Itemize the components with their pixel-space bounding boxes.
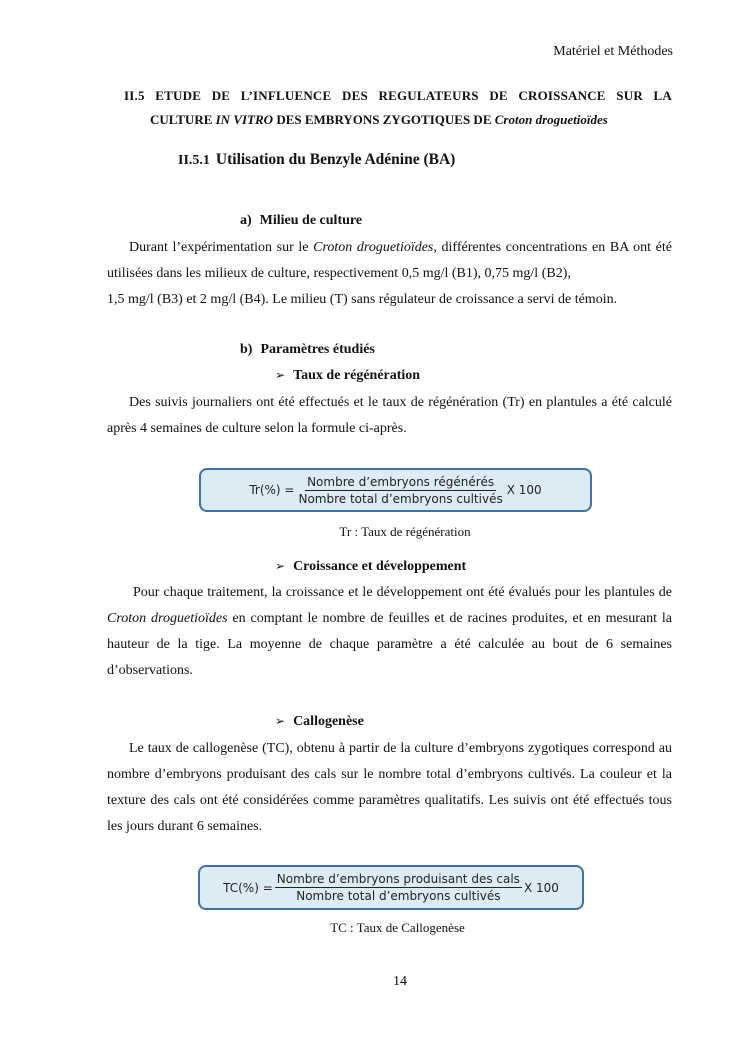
growth-text-2: en comptant le nombre de feuilles et de racines produites, et en mesurant la hauteur de la tige. La moyenne de chaque paramètre a été calculée au bout de 6 semaines d’observations. [107,611,672,678]
part-b-heading [240,342,375,358]
part-a-paragraph [107,235,672,313]
callus-paragraph [107,736,672,840]
regeneration-formula-numerator: Nombre d’embryons régénérés [307,474,495,489]
regeneration-caption: Tr : Taux de régénération [339,524,471,539]
section-title-text-c: DES EMBRYONS ZYGOTIQUES DE [273,112,495,127]
part-a-text-2: , différentes concentrations en BA ont été utilisées dans les milieux de culture, respectivement 0,5 mg/l (B1), 0,75 mg/l (B2), [107,240,672,281]
arrow-bullet-icon: ➢ [275,368,286,382]
regeneration-paragraph [107,390,672,442]
regeneration-formula-fraction [296,475,504,506]
regeneration-title: Taux de régénération [293,368,421,383]
callus-title: Callogenèse [293,714,364,729]
growth-text-1: Pour chaque traitement, la croissance et le développement ont été évalués pour les plantules de [133,585,672,600]
section-title-line2 [150,112,608,128]
regeneration-formula-lhs: Tr(%) = [249,483,295,497]
callus-text: Le taux de callogenèse (TC), obtenu à partir de la culture d’embryons zygotiques correspond au nombre d’embryons produisant des cals sur le nombre total d’embryons cultivés. La couleur et la texture des cals ont été considérées comme paramètres qualitatifs. Les suivis ont été effectués tous les jours durant 6 semaines. [107,741,672,834]
section-title-species: Croton droguetioïdes [494,112,608,127]
section-title-line1: II.5 ETUDE DE L’INFLUENCE DES REGULATEURS DE CROISSANCE SUR LA [124,88,672,103]
page-number: 14 [393,974,407,989]
callus-formula-denominator: Nombre total d’embryons cultivés [296,889,501,903]
section-title-text-a: CULTURE [150,112,216,127]
arrow-bullet-icon: ➢ [275,714,286,728]
regeneration-heading [275,368,420,384]
part-a-text-1: Durant l’expérimentation sur le [129,240,314,255]
part-a-title: Milieu de culture [259,213,363,228]
running-header: Matériel et Méthodes [553,44,673,59]
arrow-bullet-icon: ➢ [275,559,286,573]
callus-formula-numerator: Nombre d’embryons produisant des cals [276,872,520,886]
callus-caption: TC : Taux de Callogenèse [330,920,465,935]
subsection-number: II.5.1 [178,153,210,168]
subsection-title [178,151,455,169]
part-a-species: Croton droguetioïdes [313,240,434,255]
regeneration-formula-box [199,468,592,512]
growth-title: Croissance et développement [293,559,467,574]
part-b-letter: b) [240,342,253,357]
callus-heading [275,714,364,730]
part-a-text-3: 1,5 mg/l (B3) et 2 mg/l (B4). Le milieu (T) sans régulateur de croissance a servi de témoin. [107,292,618,307]
part-b-title: Paramètres étudiés [260,342,375,357]
callus-formula-lhs: TC(%) = [223,880,273,895]
callus-formula-rhs: X 100 [523,880,559,895]
growth-paragraph [107,580,672,684]
section-title-italic-in-vitro: IN VITRO [215,112,274,127]
part-a-heading [240,213,362,229]
regeneration-text: Des suivis journaliers ont été effectués et le taux de régénération (Tr) en plantules a été calculé après 4 semaines de culture selon la formule ci-après. [107,395,672,436]
callus-formula-fraction [275,872,522,903]
growth-species: Croton droguetioïdes [107,611,228,626]
callus-formula-box [198,865,584,910]
subsection-text: Utilisation du Benzyle Adénine (BA) [215,151,456,168]
regeneration-formula-denominator: Nombre total d’embryons cultivés [298,491,503,506]
part-a-letter: a) [240,213,252,228]
regeneration-formula-rhs: X 100 [506,483,542,497]
growth-heading [275,559,466,575]
